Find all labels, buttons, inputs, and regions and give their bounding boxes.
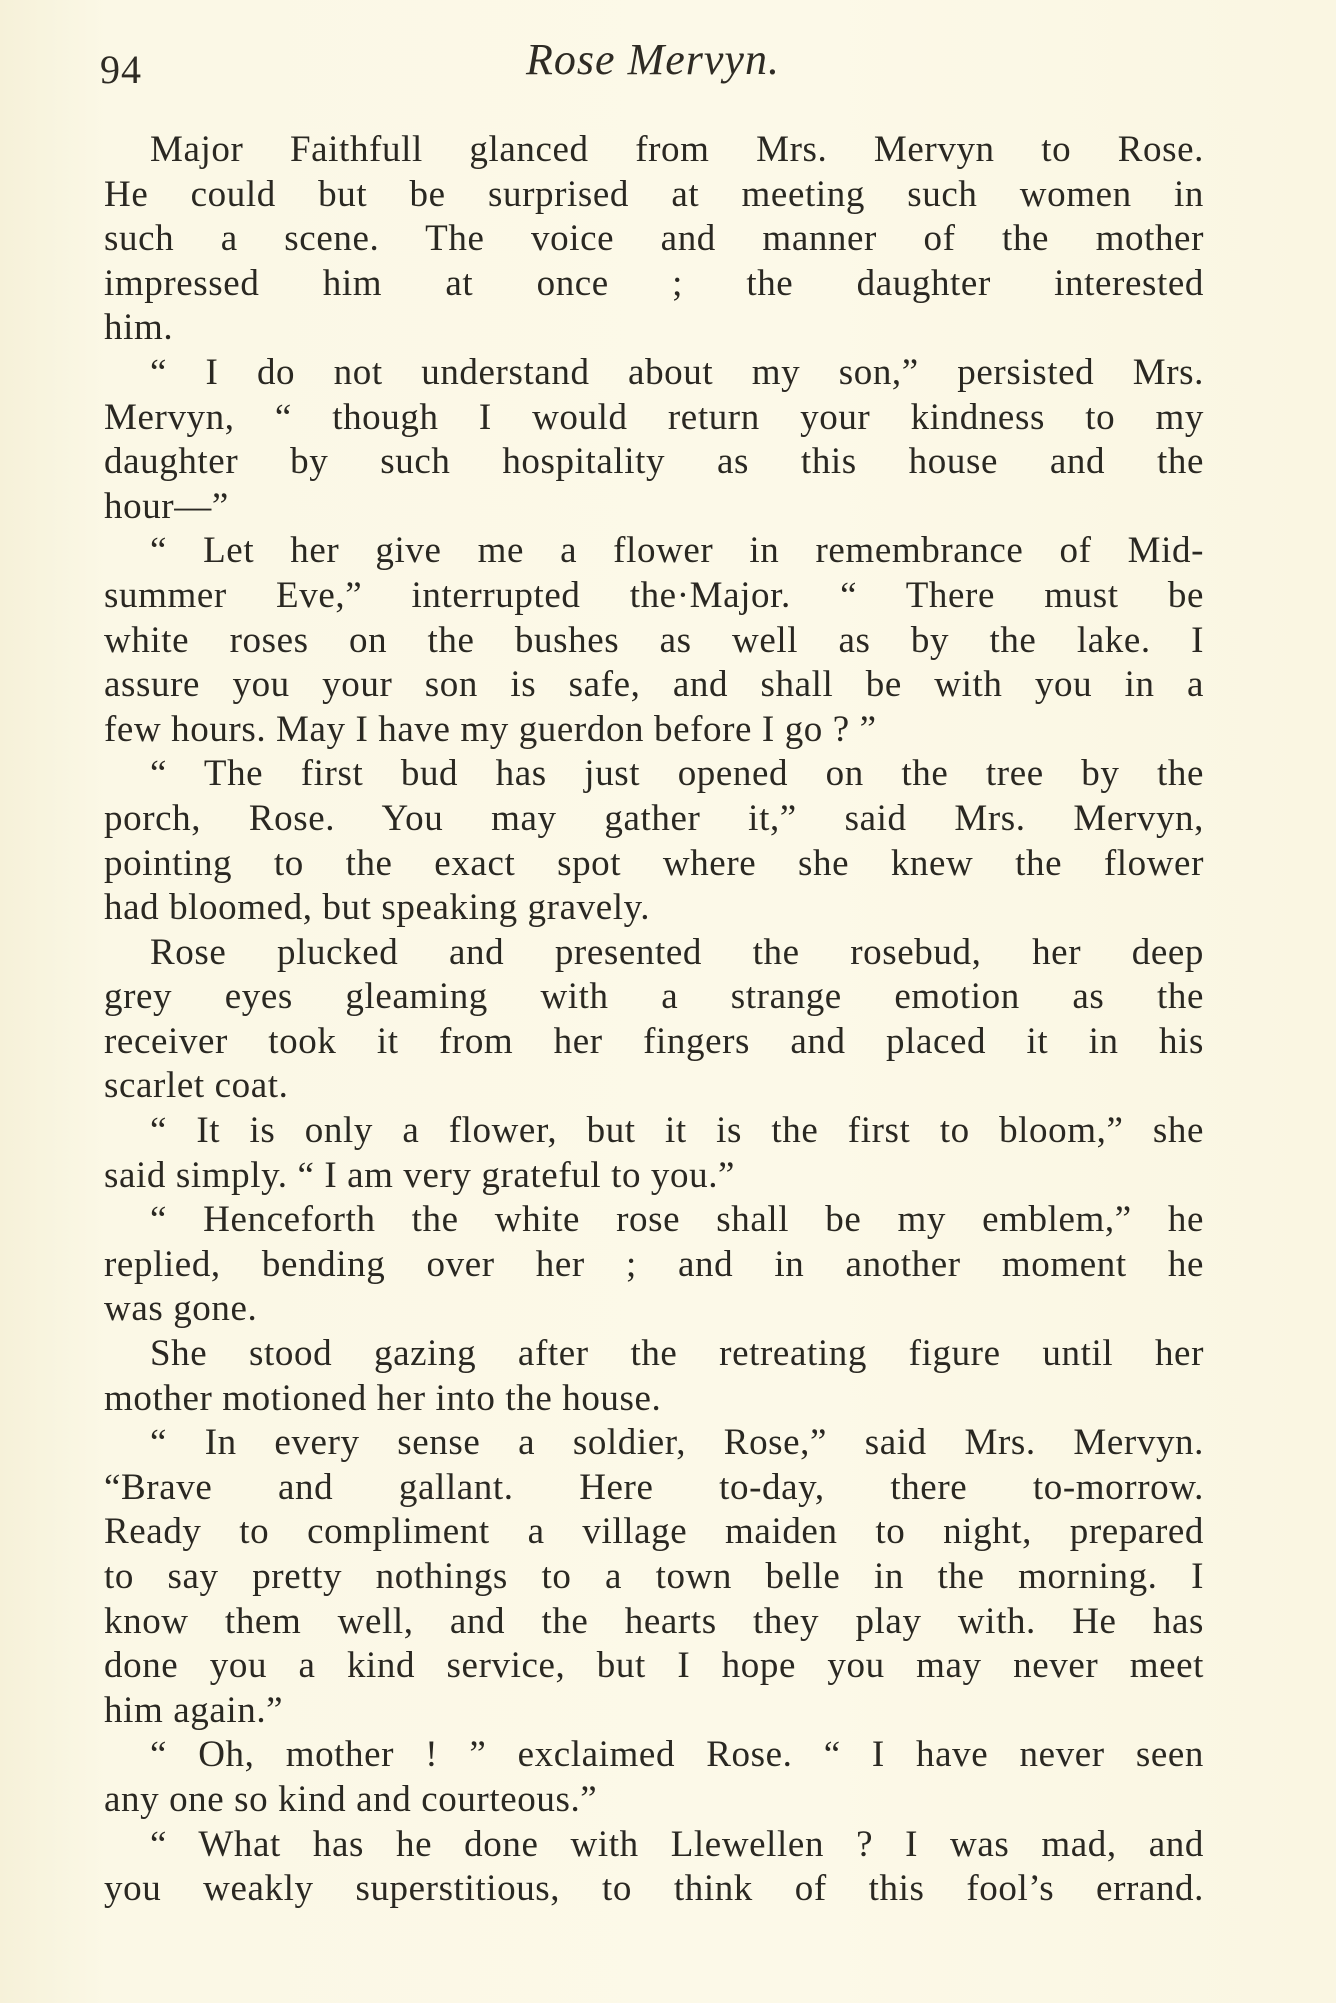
- page-number: 94: [100, 47, 142, 92]
- text-line: She stood gazing after the retreating figure until her: [150, 1333, 1204, 1375]
- text-line: such a scene. The voice and manner of the mother: [104, 218, 1204, 260]
- text-line: grey eyes gleaming with a strange emotion as the: [104, 976, 1204, 1018]
- text-line: Rose plucked and presented the rosebud, her deep: [150, 931, 1204, 973]
- text-line: summer Eve,” interrupted the·Major. “ There must be: [104, 574, 1204, 616]
- text-line: any one so kind and courteous.”: [104, 1778, 598, 1820]
- text-line: had bloomed, but speaking gravely.: [104, 887, 651, 929]
- text-line: mother motioned her into the house.: [104, 1377, 662, 1419]
- page-header: [100, 34, 1206, 94]
- text-line: “ It is only a flower, but it is the first to bloom,” she: [150, 1110, 1204, 1152]
- text-line: to say pretty nothings to a town belle in the morning. I: [104, 1556, 1204, 1597]
- text-line: impressed him at once ; the daughter interested: [104, 262, 1204, 304]
- text-line: “ The first bud has just opened on the tree by the: [150, 753, 1204, 795]
- text-line: “ I do not understand about my son,” persisted Mrs.: [150, 351, 1204, 393]
- text-line: pointing to the exact spot where she knew the flower: [104, 842, 1204, 884]
- running-title: Rose Mervyn.: [526, 35, 780, 84]
- text-line: was gone.: [104, 1288, 258, 1330]
- text-line: “ What has he done with Llewellen ? I was mad, and: [150, 1823, 1204, 1865]
- text-line: scarlet coat.: [104, 1065, 289, 1107]
- text-line: assure you your son is safe, and shall be with you in a: [104, 664, 1204, 706]
- text-line: him.: [104, 307, 174, 349]
- text-line: said simply. “ I am very grateful to you.”: [104, 1154, 736, 1196]
- text-line: you weakly superstitious, to think of this fool’s errand.: [104, 1868, 1204, 1910]
- text-line: He could but be surprised at meeting such women in: [104, 173, 1204, 215]
- text-line: Mervyn, “ though I would return your kindness to my: [104, 396, 1204, 438]
- text-line: few hours. May I have my guerdon before I go ? ”: [104, 708, 877, 750]
- text-line: white roses on the bushes as well as by the lake. I: [104, 619, 1204, 661]
- body-text: [104, 128, 1204, 1912]
- text-line: “ In every sense a soldier, Rose,” said Mrs. Mervyn.: [150, 1422, 1204, 1464]
- text-line: receiver took it from her fingers and placed it in his: [104, 1020, 1204, 1062]
- text-line: hour—”: [104, 485, 229, 527]
- text-line: know them well, and the hearts they play with. He has: [104, 1600, 1204, 1642]
- text-line: Ready to compliment a village maiden to night, prepared: [104, 1511, 1204, 1553]
- text-line: daughter by such hospitality as this house and the: [104, 441, 1204, 483]
- text-line: “Brave and gallant. Here to-day, there to-morrow.: [104, 1466, 1204, 1508]
- text-line: porch, Rose. You may gather it,” said Mrs. Mervyn,: [104, 797, 1204, 839]
- text-line: Major Faithfull glanced from Mrs. Mervyn to Rose.: [150, 129, 1204, 170]
- text-line: “ Oh, mother ! ” exclaimed Rose. “ I have never seen: [150, 1734, 1204, 1776]
- text-line: him again.”: [104, 1689, 284, 1731]
- text-line: “ Let her give me a flower in remembrance of Mid-: [150, 530, 1204, 572]
- text-line: “ Henceforth the white rose shall be my emblem,” he: [150, 1199, 1204, 1241]
- text-line: replied, bending over her ; and in another moment he: [104, 1243, 1204, 1285]
- text-line: done you a kind service, but I hope you may never meet: [104, 1645, 1204, 1687]
